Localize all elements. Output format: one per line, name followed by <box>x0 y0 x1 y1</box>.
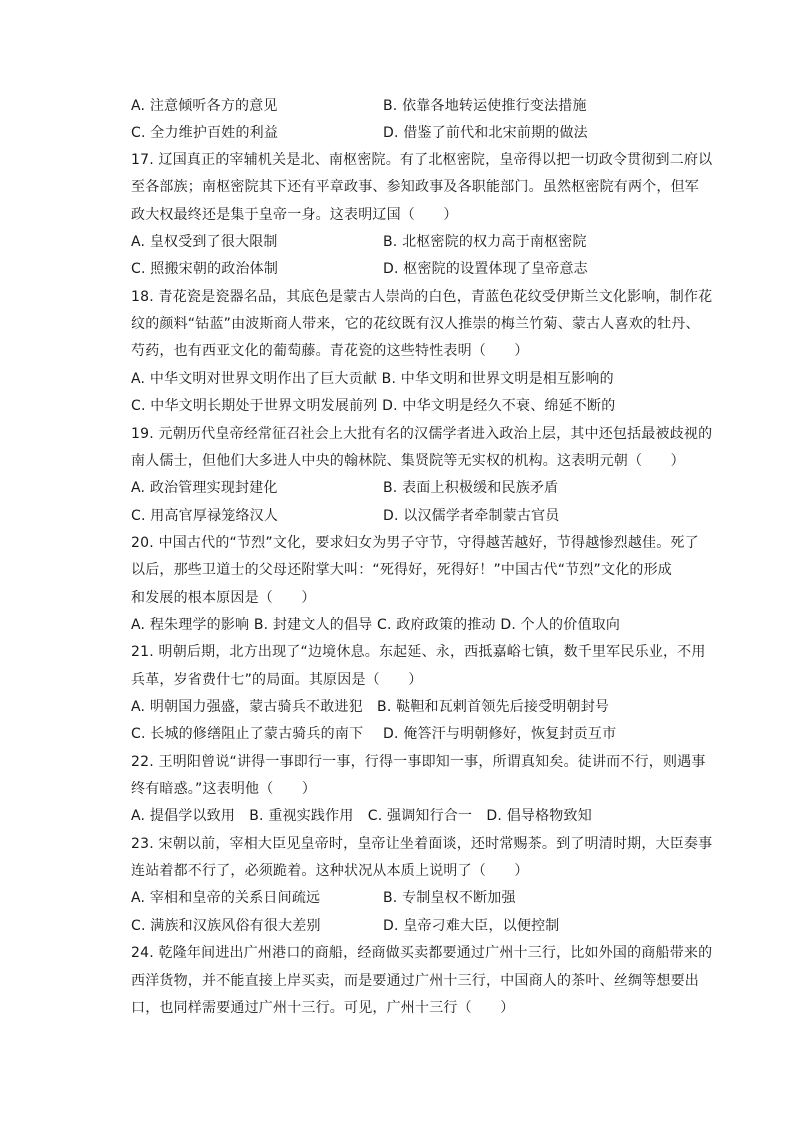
q17-stem-line-2: 至各部族；南枢密院其下还有平章政事、参知政事及各职能部门。虽然枢密院有两个，但军 <box>131 179 699 195</box>
q19-option-a: A. 政治管理实现封建化 <box>131 480 278 496</box>
q21-stem-line-2: 兵革，岁省费什七”的局面。其原因是（ ） <box>131 672 423 688</box>
q18-stem-line-3: 芍药，也有西亚文化的葡萄藤。青花瓷的这些特性表明（ ） <box>131 343 529 359</box>
q19-option-c: C. 用高官厚禄笼络汉人 <box>131 508 279 524</box>
q19-option-b: B. 表面上积极缓和民族矛盾 <box>383 480 559 496</box>
q21-stem-line-1: 21. 明朝后期，北方出现了“边境休息。东起延、永，西抵嘉峪七镇，数千里军民乐业，不用 <box>131 644 706 660</box>
q24-stem-line-3: 口，也同样需要通过广州十三行。可见，广州十三行（ ） <box>131 1000 515 1016</box>
q18-stem-line-2: 纹的颜料“钴蓝”由波斯商人带来，它的花纹既有汉人推崇的梅兰竹菊、蒙古人喜欢的牡丹、 <box>131 316 700 332</box>
q19-option-d: D. 以汉儒学者牵制蒙古官员 <box>383 508 560 524</box>
q17-option-d: D. 枢密院的设置体现了皇帝意志 <box>383 261 588 277</box>
q23-option-b: B. 专制皇权不断加强 <box>383 890 516 906</box>
q17-option-c: C. 照搬宋朝的政治体制 <box>131 261 279 277</box>
q17-stem-line-3: 政大权最终还是集于皇帝一身。这表明辽国（ ） <box>131 207 458 223</box>
q21-option-c: C. 长城的修缮阻止了蒙古骑兵的南下 <box>131 726 364 742</box>
q21-options-ab: A. 明朝国力强盛，蒙古骑兵不敢进犯 B. 鞑靼和瓦剌首领先后接受明朝封号 <box>131 699 610 715</box>
q24-stem-line-2: 西洋货物，并不能直接上岸买卖，而是要通过广州十三行，中国商人的茶叶、丝绸等想要出 <box>131 973 699 989</box>
q23-stem-line-2: 连站着都不行了，必须跪着。这种状况从本质上说明了（ ） <box>131 863 529 879</box>
q20-options: A. 程朱理学的影响 B. 封建文人的倡导 C. 政府政策的推动 D. 个人的价值取向 <box>131 617 621 633</box>
q17-option-a: A. 皇权受到了很大限制 <box>131 234 278 250</box>
q20-stem-line-2: 以后，那些卫道士的父母还附掌大叫：“死得好，死得好！”中国古代“节烈”文化的形成 <box>131 562 673 578</box>
q18-stem-line-1: 18. 青花瓷是瓷器名品，其底色是蒙古人崇尚的白色，青蓝色花纹受伊斯兰文化影响，制作花 <box>131 289 713 305</box>
q23-stem-line-1: 23. 宋朝以前，宰相大臣见皇帝时，皇帝让坐着面谈，还时常赐茶。到了明清时期，大臣奏事 <box>131 836 713 852</box>
q23-option-a: A. 宰相和皇帝的关系日间疏远 <box>131 890 321 906</box>
q19-stem-line-1: 19. 元朝历代皇帝经常征召社会上大批有名的汉儒学者进入政治上层，其中还包括最被歧视的 <box>131 426 713 442</box>
q20-stem-line-1: 20. 中国古代的“节烈”文化，要求妇女为男子守节，守得越苦越好，节得越惨烈越佳。死了 <box>131 535 699 551</box>
q16-option-b: B. 依靠各地转运使推行变法措施 <box>383 98 587 114</box>
q16-option-a: A. 注意倾听各方的意见 <box>131 98 278 114</box>
q23-option-c: C. 满族和汉族风俗有很大差别 <box>131 918 321 934</box>
q16-option-c: C. 全力维护百姓的利益 <box>131 125 279 141</box>
q20-stem-line-3: 和发展的根本原因是（ ） <box>131 590 316 606</box>
q17-option-b: B. 北枢密院的权力高于南枢密院 <box>383 234 587 250</box>
q16-option-d: D. 借鉴了前代和北宋前期的做法 <box>383 125 588 141</box>
q23-option-d: D. 皇帝刁难大臣，以便控制 <box>383 918 560 934</box>
q22-stem-line-2: 终有暗惑。”这表明他（ ） <box>131 781 317 797</box>
q18-options-ab: A. 中华文明对世界文明作出了巨大贡献 B. 中华文明和世界文明是相互影响的 <box>131 371 614 387</box>
q18-options-cd: C. 中华文明长期处于世界文明发展前列 D. 中华文明是经久不衰、绵延不断的 <box>131 398 616 414</box>
q17-stem-line-1: 17. 辽国真正的宰辅机关是北、南枢密院。有了北枢密院，皇帝得以把一切政令贯彻到二府以 <box>131 152 713 168</box>
q22-stem-line-1: 22. 王明阳曾说“讲得一事即行一事，行得一事即知一事，所谓真知矣。徒讲而不行，则遇事 <box>131 754 706 770</box>
q22-options: A. 提倡学以致用 B. 重视实践作用 C. 强调知行合一 D. 倡导格物致知 <box>131 808 592 824</box>
q19-stem-line-2: 南人儒士，但他们大多进人中央的翰林院、集贤院等无实权的机构。这表明元朝（ ） <box>131 453 685 469</box>
q21-option-d: D. 俺答汗与明朝修好，恢复封贡互市 <box>383 726 617 742</box>
q24-stem-line-1: 24. 乾隆年间进出广州港口的商船，经商做买卖都要通过广州十三行，比如外国的商船带来的 <box>131 945 713 961</box>
